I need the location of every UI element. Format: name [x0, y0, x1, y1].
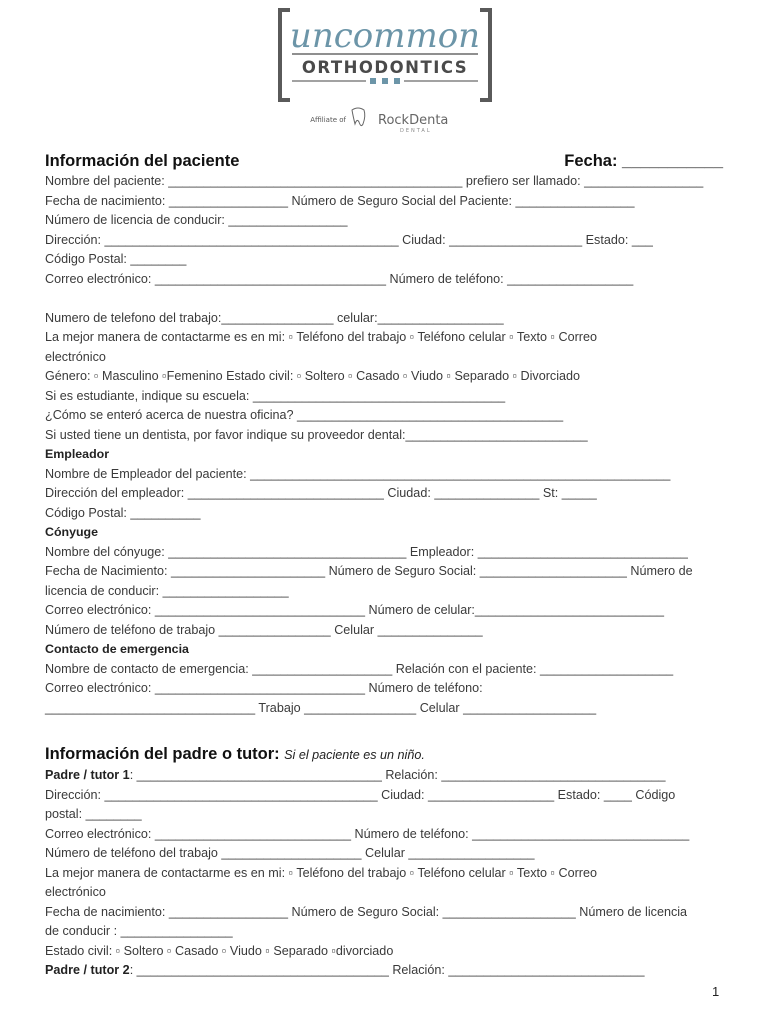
guardian1-fields: : ___________________________________ Relación: ________________________________	[129, 768, 666, 782]
page-title: Información del paciente	[45, 152, 240, 170]
page-number: 1	[712, 984, 720, 999]
work-phone-line[interactable]: Numero de telefono del trabajo:________________ celular:__________________	[45, 310, 504, 325]
postal-code-line[interactable]: Código Postal: ________	[45, 252, 187, 266]
guardian1-label: Padre / tutor 1	[45, 768, 130, 782]
birth-date-ssn-line[interactable]: Fecha de nacimiento: _________________ Número de Seguro Social del Paciente: _________________	[45, 193, 635, 208]
guardian2-fields: : ____________________________________ Relación: ____________________________	[129, 963, 645, 977]
spouse-work-phone-line[interactable]: Número de teléfono de trabajo ________________ Celular _______________	[45, 622, 483, 637]
employer-name-line[interactable]: Nombre de Empleador del paciente: ____________________________________________________________	[45, 466, 671, 481]
guardian-postal-line[interactable]: postal: ________	[45, 807, 142, 821]
contact-preference-cont: electrónico	[45, 349, 106, 364]
patient-name-line[interactable]: Nombre del paciente: __________________________________________ prefiero ser llamado: _________________	[45, 174, 704, 188]
logo-word-uncommon: uncommon	[289, 16, 481, 56]
address-line[interactable]: Dirección: __________________________________________ Ciudad: ___________________ Estado: ___	[45, 232, 653, 247]
guardian-license-line[interactable]: de conducir : ________________	[45, 924, 233, 938]
guardian-note: Si el paciente es un niño.	[284, 748, 425, 762]
emergency-email-line[interactable]: Correo electrónico: ______________________________ Número de teléfono:	[45, 681, 483, 695]
affiliate-name: RockDenta	[378, 113, 449, 128]
guardian2-label: Padre / tutor 2	[45, 963, 130, 977]
section-spouse: Cónyuge	[45, 525, 99, 539]
spouse-birth-line[interactable]: Fecha de Nacimiento: ______________________ Número de Seguro Social: _____________________ Número de	[45, 564, 693, 578]
guardian-title: Información del padre o tutor:	[45, 745, 280, 763]
employer-postal-line[interactable]: Código Postal: __________	[45, 505, 201, 520]
affiliate-prefix: Affiliate of	[310, 116, 346, 124]
email-phone-line[interactable]: Correo electrónico: _________________________________ Número de teléfono: __________________	[45, 271, 634, 286]
section-emergency: Contacto de emergencia	[45, 642, 189, 656]
guardian-contact-pref-line[interactable]: La mejor manera de contactarme es en mi: ▫ Teléfono del trabajo ▫ Teléfono celular ▫ Texto ▫ Correo	[45, 865, 597, 880]
guardian-contact-pref-cont: electrónico	[45, 885, 106, 899]
logo-dot-icon	[382, 78, 388, 84]
tooth-icon	[352, 108, 365, 126]
patient-form	[45, 150, 735, 981]
guardian1-line[interactable]	[45, 766, 735, 786]
emergency-name-line[interactable]: Nombre de contacto de emergencia: ____________________ Relación con el paciente: ___________________	[45, 661, 674, 676]
gender-marital-line[interactable]: Género: ▫ Masculino ▫Femenino Estado civil: ▫ Soltero ▫ Casado ▫ Viudo ▫ Separado ▫ Divorciado	[45, 369, 581, 383]
spouse-name-line[interactable]: Nombre del cónyuge: __________________________________ Empleador: ______________________________	[45, 544, 688, 559]
emergency-phones-line[interactable]: ______________________________ Trabajo ________________ Celular ___________________	[45, 700, 597, 715]
section-employer: Empleador	[45, 447, 110, 461]
employer-address-line[interactable]: Dirección del empleador: ____________________________ Ciudad: _______________ St: _____	[45, 486, 597, 500]
guardian2-line[interactable]	[45, 961, 735, 981]
spouse-email-line[interactable]: Correo electrónico: ______________________________ Número de celular:___________________________	[45, 603, 665, 617]
header-row	[45, 150, 735, 172]
guardian-header	[45, 743, 735, 766]
logo-dot-icon	[394, 78, 400, 84]
referral-line[interactable]: ¿Cómo se enteró acerca de nuestra oficina? ______________________________________	[45, 408, 564, 422]
logo-word-orthodontics: ORTHODONTICS	[301, 58, 469, 77]
license-line[interactable]: Número de licencia de conducir: _________________	[45, 213, 348, 227]
affiliate-sub: DENTAL	[400, 128, 432, 134]
guardian-address-line[interactable]: Dirección: _______________________________________ Ciudad: __________________ Estado: ____ Código	[45, 787, 676, 802]
guardian-email-line[interactable]: Correo electrónico: ____________________________ Número de teléfono: _______________________________	[45, 826, 690, 841]
guardian-work-phone-line[interactable]: Número de teléfono del trabajo ____________________ Celular __________________	[45, 846, 535, 860]
date-field-label: Fecha: ___________	[564, 152, 723, 170]
dentist-line[interactable]: Si usted tiene un dentista, por favor indique su proveedor dental:__________________________	[45, 427, 588, 442]
school-line[interactable]: Si es estudiante, indique su escuela: ____________________________________	[45, 388, 506, 403]
logo-dot-icon	[370, 78, 376, 84]
uncommon-orthodontics-logo	[0, 0, 770, 140]
spouse-license-line[interactable]: licencia de conducir: __________________	[45, 583, 289, 598]
guardian-birth-line[interactable]: Fecha de nacimiento: _________________ Número de Seguro Social: ___________________ Número de licencia	[45, 904, 688, 919]
guardian-marital-line[interactable]: Estado civil: ▫ Soltero ▫ Casado ▫ Viudo ▫ Separado ▫divorciado	[45, 943, 394, 958]
contact-preference-line[interactable]: La mejor manera de contactarme es en mi: ▫ Teléfono del trabajo ▫ Teléfono celular ▫ Texto ▫ Correo	[45, 330, 597, 344]
